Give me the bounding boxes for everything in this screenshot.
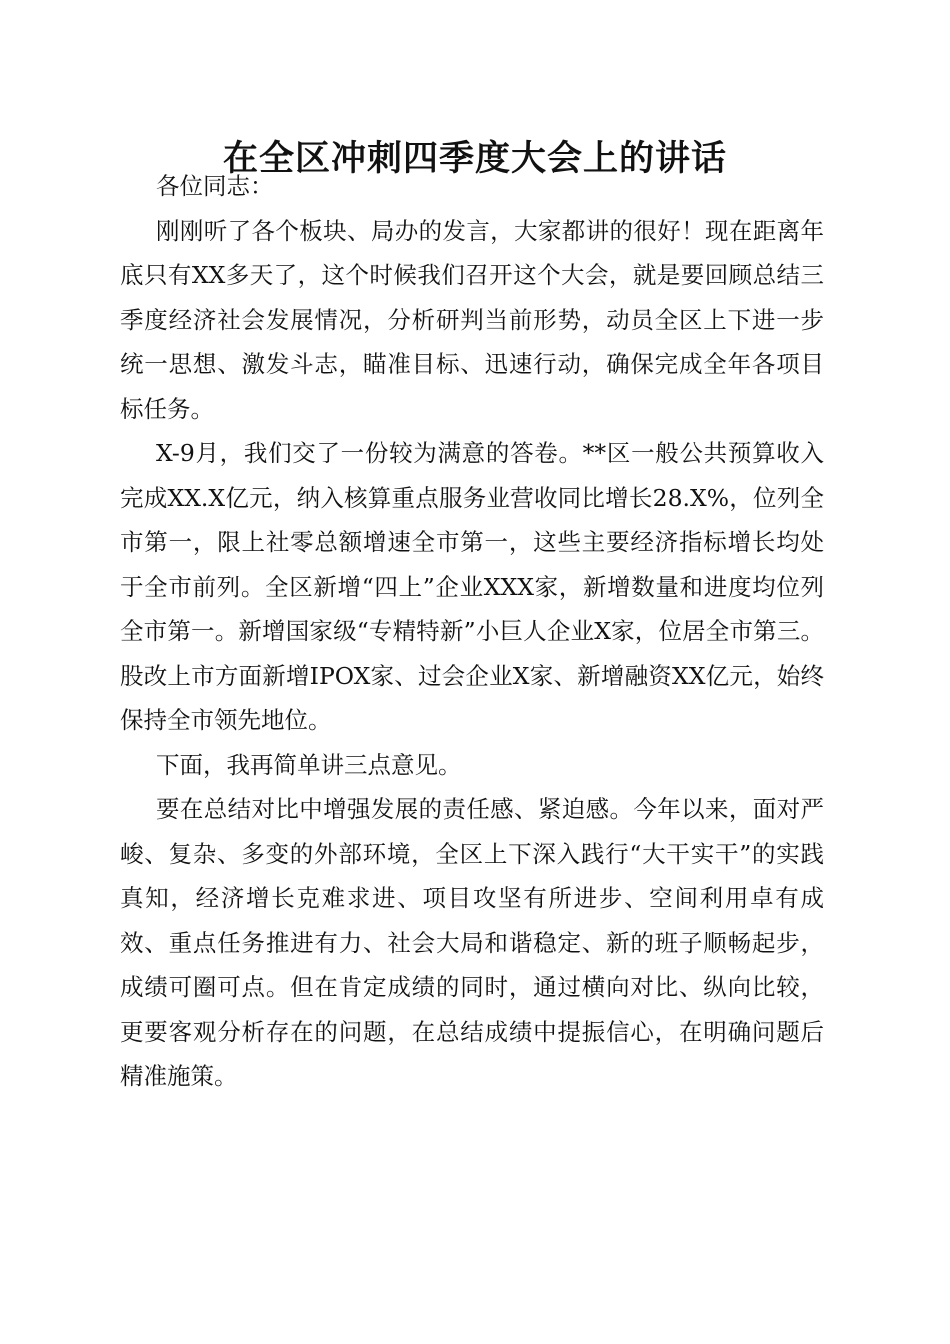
paragraph-achievements: X-9月，我们交了一份较为满意的答卷。**区一般公共预算收入完成XX.X亿元，纳入核算重点服务业营收同比增长28.X%，位列全市第一，限上社零总额增速全市第一，这些主要经济指标增长均处于全市前列。全区新增“四上”企业XXX家，新增数量和进度均位列全市第一。新增国家级“专精特新”小巨人企业X家，位居全市第三。股改上市方面新增IPOX家、过会企业X家、新增融资XX亿元，始终保持全市领先地位。 — [120, 439, 824, 734]
paragraph-transition: 下面，我再简单讲三点意见。 — [156, 750, 462, 779]
document-title: 在全区冲刺四季度大会上的讲话 — [222, 138, 727, 179]
document-body — [120, 164, 824, 1099]
salutation: 各位同志： — [156, 172, 274, 200]
paragraph-opening: 刚刚听了各个板块、局办的发言，大家都讲的很好！现在距离年底只有XX多天了，这个时候我们召开这个大会，就是要回顾总结三季度经济社会发展情况，分析研判当前形势，动员全区上下进一步统一思想、激发斗志，瞄准目标、迅速行动，确保完成全年各项目标任务。 — [120, 216, 824, 423]
paragraph-point-one: 要在总结对比中增强发展的责任感、紧迫感。今年以来，面对严峻、复杂、多变的外部环境，全区上下深入践行“大干实干”的实践真知，经济增长克难求进、项目攻坚有所进步、空间利用卓有成效、重点任务推进有力、社会大局和谐稳定、新的班子顺畅起步，成绩可圈可点。但在肯定成绩的同时，通过横向对比、纵向比较，更要客观分析存在的问题，在总结成绩中提振信心，在明确问题后精准施策。 — [120, 795, 824, 1090]
